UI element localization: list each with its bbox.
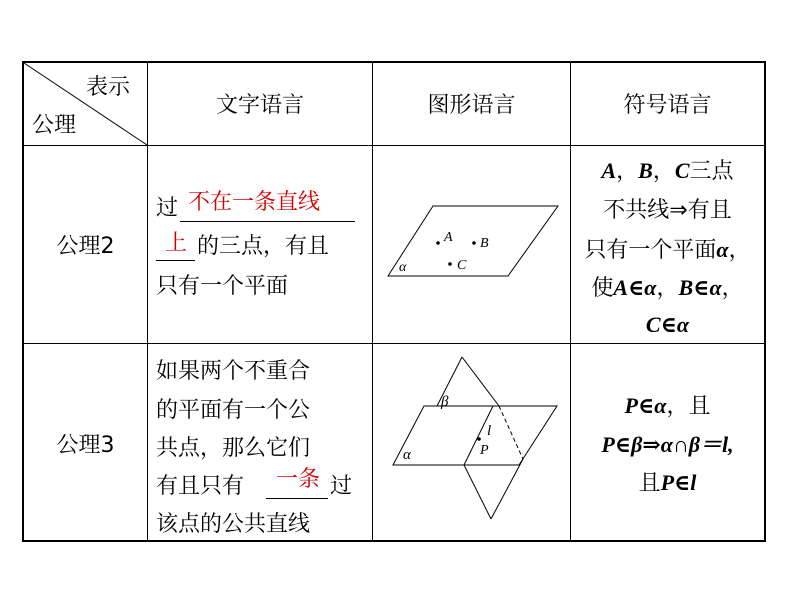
axiom-2-fill-1: 不在一条直线 [188, 190, 321, 215]
axiom-2-symbol-line-5: C∈α [645, 312, 690, 337]
label-l: l [487, 423, 492, 439]
axiom-3-text-line-4b: 过 [330, 474, 353, 499]
corner-label-top: 表示 [86, 75, 131, 100]
axiom-2-symbol-line-1: A，B，C三点 [601, 158, 734, 184]
table-col-divider-3 [570, 61, 571, 542]
label-P: P [480, 443, 489, 458]
axiom-2-symbol-line-3: 只有一个平面α， [584, 237, 751, 263]
axiom-2-figure [373, 146, 570, 343]
label-B: B [480, 236, 489, 251]
label-A: A [444, 230, 453, 245]
symbol-C: C [674, 158, 690, 183]
axiom-3-fill: 一条 [276, 467, 321, 492]
axiom-3-text-line-2: 的平面有一个公 [156, 398, 311, 423]
symbol-B: B [638, 158, 653, 183]
header-symbol-language: 符号语言 [623, 93, 712, 118]
axiom-2-text-line-3: 只有一个平面 [156, 274, 289, 299]
axiom-2-blank-2 [156, 260, 195, 261]
header-figure-language: 图形语言 [427, 93, 516, 118]
label-C: C [457, 258, 467, 273]
axiom-2-symbol-line-4: 使A∈α，B∈α， [591, 275, 744, 301]
axiom-3-text-line-3: 共点，那么它们 [156, 436, 311, 461]
row-axiom-2-name: 公理2 [56, 234, 115, 259]
axiom-2-blank-1 [180, 221, 355, 222]
label-alpha: α [403, 447, 411, 463]
header-text-language: 文字语言 [215, 93, 304, 118]
axiom-3-symbol-line-2: P∈β⇒α∩β＝l, [601, 432, 734, 457]
axiom-2-fill-2: 上 [165, 231, 188, 256]
axiom-3-text-line-5: 该点的公共直线 [156, 512, 311, 537]
plane-alpha-shape [393, 406, 557, 465]
corner-label-bottom: 公理 [32, 113, 77, 138]
label-beta: β [441, 394, 449, 410]
axiom-3-figure [373, 344, 570, 541]
axiom-3-symbol-line-3: 且P∈l [638, 470, 697, 496]
plane-alpha-shape [388, 206, 558, 276]
axiom-3-blank [266, 498, 328, 499]
symbol-A: A [601, 158, 617, 183]
point-B [472, 241, 476, 245]
axiom-table [22, 61, 766, 542]
axiom-3-text-line-4a: 有且只有 [156, 474, 245, 499]
point-C [448, 262, 452, 266]
axiom-2-text-prefix: 过 [156, 196, 179, 221]
row-axiom-3-name: 公理3 [56, 433, 115, 458]
label-alpha: α [399, 260, 407, 275]
axiom-3-text-line-1: 如果两个不重合 [156, 359, 311, 384]
axiom-3-symbol-line-1: P∈α，且 [624, 393, 711, 419]
axiom-2-symbol-line-2: 不共线⇒有且 [603, 198, 732, 223]
table-border-right [764, 61, 766, 542]
point-P [477, 437, 481, 441]
axiom-2-text-after-fill: 的三点，有且 [197, 234, 330, 259]
point-A [436, 241, 440, 245]
